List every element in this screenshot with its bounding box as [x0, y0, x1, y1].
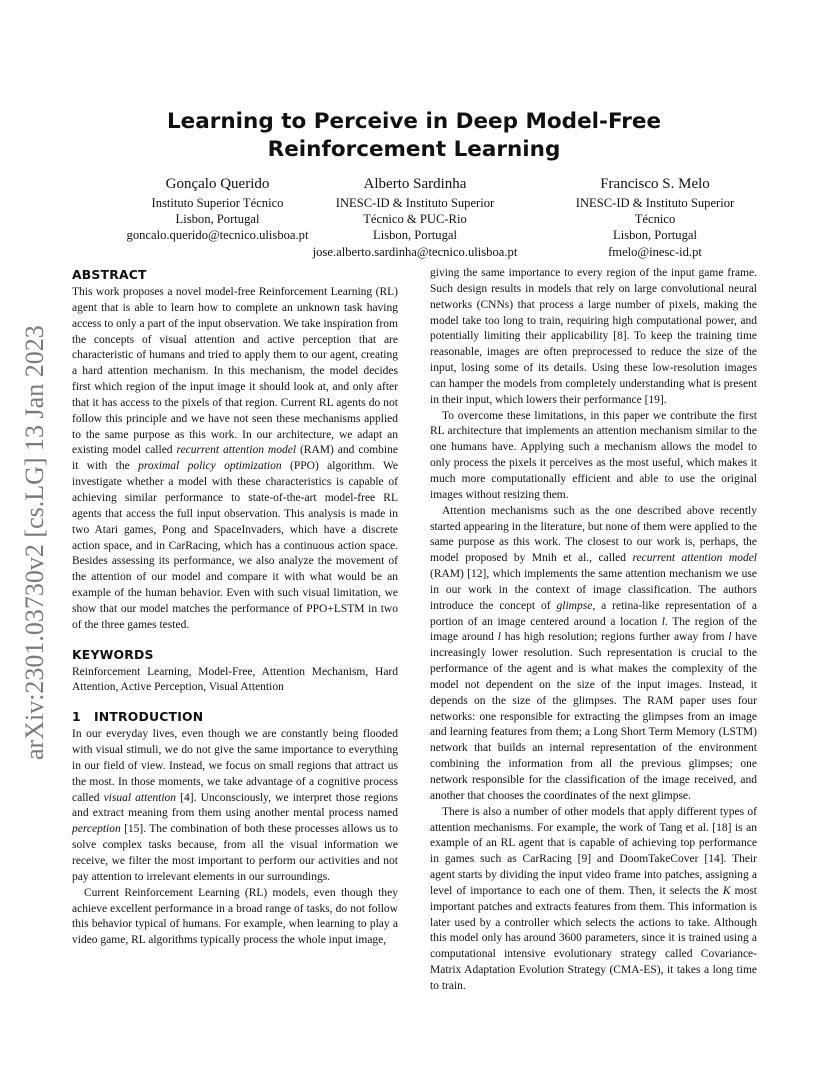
left-column	[72, 266, 398, 949]
author-location: Lisbon, Portugal	[373, 228, 457, 243]
author-name: Gonçalo Querido	[165, 176, 270, 192]
section-number: 1	[72, 709, 81, 725]
intro-paragraph: Attention mechanisms such as the one described above recently started appearing in the literature, but none of them were applied to the same purpose as this work. The closest to our work is, perhaps, the model proposed by Mnih et al., called recurrent attention model (RAM) [12], which implements the same attention mechanism we use in our work in the context of image classification. The authors introduce the concept of glimpse, a retina-like representation of a portion of an image centered around a location l. The region of the image around l has high resolution; regions further away from l have increasingly lower resolution. Such representation is crucial to the performance of the agent and is what makes the complexity of the model not dependent on the size of the input images. Instead, it depends on the size of the glimpses. The RAM paper uses four networks: one responsible for extracting the glimpses from an image and learning features from them; a Long Short Term Memory (LSTM) network that builds an internal representation of the environment combining the information from all the previous glimpses; one network responsible for the classification of the image received, and another that chooses the coordinates of the next glimpse.	[430, 504, 757, 802]
author-block-3	[540, 175, 770, 260]
author-email: fmelo@inesc-id.pt	[608, 244, 702, 259]
intro-paragraph-part1: Current Reinforcement Learning (RL) models, even though they achieve excellent performance in a broad range of tasks, do not follow this behavior typical of humans. For example, when learning to play a video game, RL algorithms typically process the whole input image,	[72, 886, 398, 947]
intro-paragraph: To overcome these limitations, in this paper we contribute the first RL architecture that implements an attention mechanism similar to the one humans have. Applying such a mechanism allows the model to only process the pixels it perceives as the most useful, which makes it much more computationally efficient and able to use the original images without resizing them.	[430, 409, 757, 501]
author-location: Lisbon, Portugal	[613, 228, 697, 243]
intro-paragraph: In our everyday lives, even though we are constantly being flooded with visual stimuli, we do not give the same importance to everything in our field of view. Instead, we focus on small regions that attract us the most. In those moments, we take advantage of a cognitive process called visual attention [4]. Unconsciously, we interpret those regions and extract meaning from them using another mental process named perception [15]. The combination of both these processes allows us to solve complex tasks because, from all the visual information we receive, we filter the most important to perform our activities and not pay attention to irrelevant elements in our surroundings.	[72, 728, 399, 883]
author-affiliation: Técnico & PUC-Rio	[363, 212, 467, 227]
right-column	[430, 266, 757, 995]
keywords-heading: KEYWORDS	[72, 646, 154, 662]
author-email: goncalo.querido@tecnico.ulisboa.pt	[126, 228, 309, 243]
paper-title: Learning to Perceive in Deep Model-Free Reinforcement Learning	[166, 109, 662, 162]
intro-paragraph: There is also a number of other models that apply different types of attention mechanisms. For example, the work of Tang et al. [18] is an example of an RL agent that is capable of achieving top performance in games such as CarRacing [9] and DoomTakeCover [14]. Their agent starts by dividing the input video frame into patches, assigning a level of importance to each one of them. Then, it selects the K most important patches and extracts features from them. This information is later used by a controller which selects the actions to take. Although this model only has around 3600 parameters, since it is trained using a computational intensive evolutionary strategy called Covariance-Matrix Adaptation Evolution Strategy (CMA-ES), it takes a long time to train.	[430, 805, 757, 992]
author-affiliation: INESC-ID & Instituto Superior	[335, 196, 495, 210]
author-affiliation: Instituto Superior Técnico	[151, 196, 284, 210]
arxiv-identifier: arXiv:2301.03730v2 [cs.LG] 13 Jan 2023	[20, 325, 49, 760]
introduction-heading	[72, 708, 398, 726]
author-affiliation: Técnico	[634, 212, 676, 227]
keywords-text: Reinforcement Learning, Model-Free, Attention Mechanism, Hard Attention, Active Perception, Visual Attention	[72, 665, 398, 694]
author-location: Lisbon, Portugal	[175, 212, 260, 227]
author-name: Francisco S. Melo	[600, 176, 710, 192]
intro-paragraph-part2: giving the same importance to every region of the input game frame. Such design results in models that rely on large convolutional neural networks (CNNs) that process a large number of pixels, making the model take too long to train, requiring high computational power, and potentially limiting their applicability [8]. To keep the training time reasonable, images are often preprocessed to reduce the size of the input, losing some of its details. Using these low-resolution images can hamper the models from completely understanding what is present in their input, which lowers their performance [19].	[430, 267, 757, 406]
abstract-text: This work proposes a novel model-free Reinforcement Learning (RL) agent that is able to learn how to complete an unknown task having access to only a part of the input observation. We take inspiration from the concepts of visual attention and active perception that are characteristic of humans and tried to apply them to our agent, creating a hard attention mechanism. In this mechanism, the model decides first which region of the input image it should look at, and only after that it has access to the pixels of that region. Current RL agents do not follow this principle and we have not seen these mechanisms applied to the same purpose as this work. In our architecture, we adapt an existing model called recurrent attention model (RAM) and combine it with the proximal policy optimization (PPO) algorithm. We investigate whether a model with these characteristics is capable of achieving similar performance to state-of-the-art model-free RL agents that access the full input observation. This analysis is made in two Atari games, Pong and SpaceInvaders, which have a discrete action space, and in CarRacing, which has a continuous action space. Besides assessing its performance, we also analyze the movement of the attention of our model and compare it with what would be an example of the human behavior. Even with such visual limitation, we show that our model matches the performance of PPO+LSTM in two of the three games tested.	[72, 286, 398, 631]
author-email: jose.alberto.sardinha@tecnico.ulisboa.pt	[312, 244, 518, 259]
abstract-heading: ABSTRACT	[72, 267, 147, 282]
section-title: INTRODUCTION	[94, 709, 204, 725]
author-name: Alberto Sardinha	[363, 176, 467, 192]
author-affiliation: INESC-ID & Instituto Superior	[575, 196, 735, 210]
author-block-2	[300, 175, 530, 260]
